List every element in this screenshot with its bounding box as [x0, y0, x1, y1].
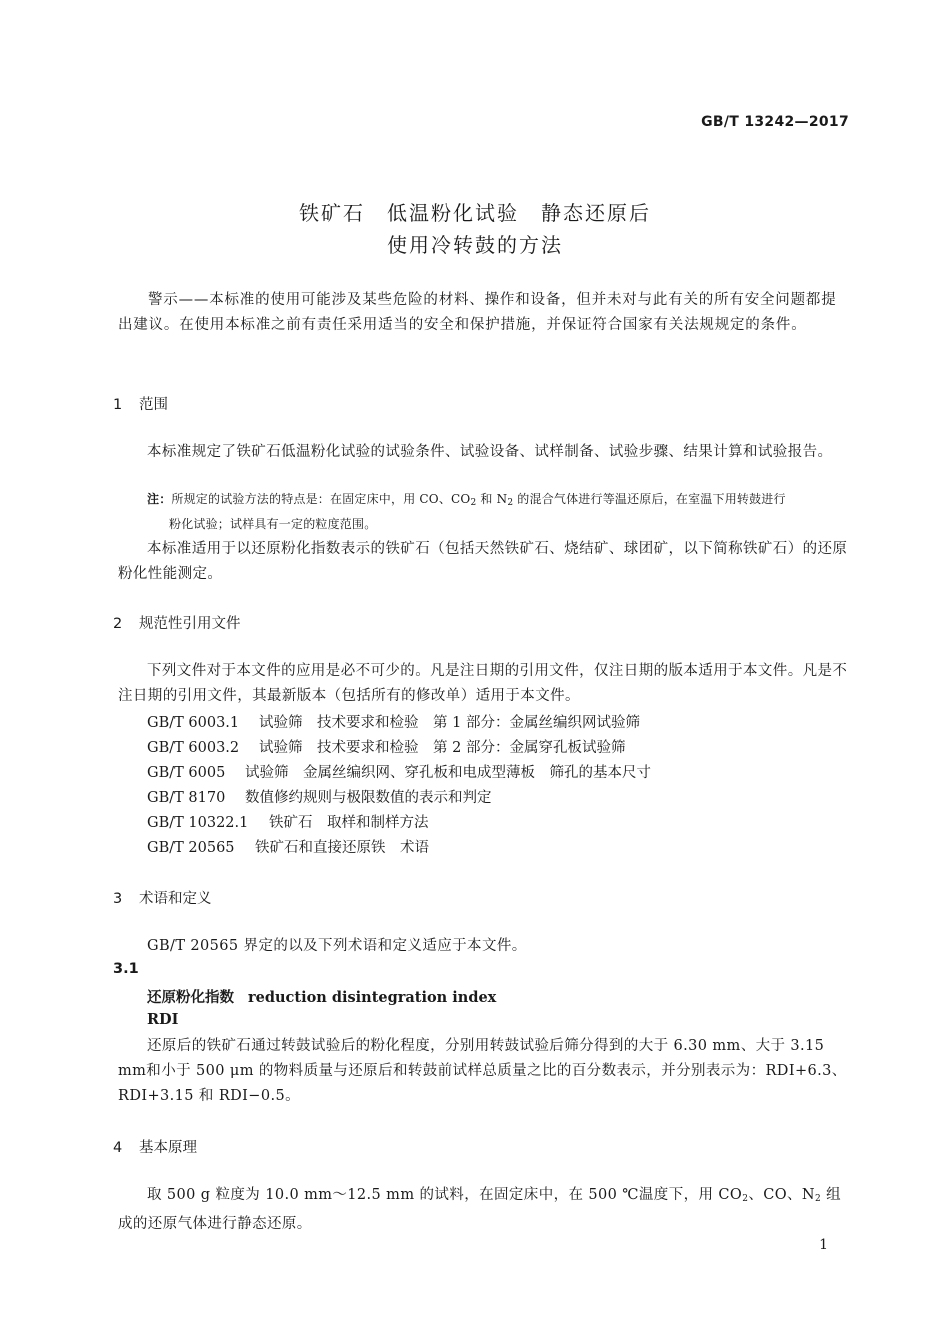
reference-item — [147, 736, 625, 757]
section-number: 2 — [113, 616, 123, 632]
definition-text: 还原后的铁矿石通过转鼓试验后的粉化程度，分别用转鼓试验后筛分得到的大于 6.30 mm、大于 3.15 mm和小于 500 μm 的物料质量与还原后和转鼓前试样总质量之比的百分数表示，并分别表示为：RDI+6.3、RDI+3.15 和 RDI−0.5。 — [118, 1038, 847, 1104]
reference-item — [147, 836, 429, 857]
reference-code: GB/T 10322.1 — [147, 815, 249, 831]
section-title: 范围 — [139, 397, 168, 413]
section-2-para-1 — [118, 659, 850, 709]
section-3-heading — [113, 887, 212, 908]
para-text-c: 组成的还原气体进行静态还原。 — [118, 1187, 842, 1232]
reference-title: 试验筛 技术要求和检验 第 1 部分：金属丝编织网试验筛 — [259, 715, 640, 731]
reference-item — [147, 711, 640, 732]
standard-number: GB/T 13242—2017 — [701, 114, 849, 130]
page-number: 1 — [819, 1237, 828, 1253]
reference-code: GB/T 6003.1 — [147, 715, 240, 731]
reference-title: 数值修约规则与极限数值的表示和判定 — [245, 790, 492, 806]
section-1-para-1 — [118, 440, 850, 465]
section-number: 4 — [113, 1140, 123, 1156]
note-text-c: 的混合气体进行等温还原后，在室温下用转鼓进行 — [513, 492, 786, 506]
section-4-heading — [113, 1136, 197, 1157]
section-title: 规范性引用文件 — [139, 616, 241, 632]
section-number: 3 — [113, 891, 123, 907]
para-text: GB/T 20565 界定的以及下列术语和定义适应于本文件。 — [147, 938, 527, 954]
term-heading — [147, 986, 496, 1007]
reference-title: 试验筛 金属丝编织网、穿孔板和电成型薄板 筛孔的基本尺寸 — [245, 765, 651, 781]
para-text: 下列文件对于本文件的应用是必不可少的。凡是注日期的引用文件，仅注日期的版本适用于本文件。凡是不注日期的引用文件，其最新版本（包括所有的修改单）适用于本文件。 — [118, 663, 848, 704]
section-1-heading — [113, 393, 168, 414]
warning-text: 警示——本标准的使用可能涉及某些危险的材料、操作和设备，但并未对与此有关的所有安全问题都提出建议。在使用本标准之前有责任采用适当的安全和保护措施，并保证符合国家有关法规规定的条件。 — [118, 292, 837, 333]
reference-item — [147, 761, 651, 782]
section-2-heading — [113, 612, 241, 633]
para-text-b: 、CO、N — [748, 1187, 816, 1203]
reference-title: 铁矿石和直接还原铁 术语 — [255, 840, 429, 856]
reference-item — [147, 811, 429, 832]
section-3-para-1 — [118, 934, 850, 959]
para-text: 本标准适用于以还原粉化指数表示的铁矿石（包括天然铁矿石、烧结矿、球团矿，以下简称铁矿石）的还原粉化性能测定。 — [118, 541, 848, 582]
title-line-1: 铁矿石 低温粉化试验 静态还原后 — [299, 201, 651, 225]
section-number: 1 — [113, 397, 123, 413]
reference-code: GB/T 8170 — [147, 790, 226, 806]
note-text-d: 粉化试验；试样具有一定的粒度范围。 — [169, 517, 377, 531]
section-title: 术语和定义 — [139, 891, 212, 907]
section-1-note — [147, 489, 859, 535]
para-text-a: 取 500 g 粒度为 10.0 mm～12.5 mm 的试料，在固定床中，在 500 ℃温度下，用 CO — [147, 1187, 743, 1203]
subscript: 2 — [507, 498, 514, 508]
section-4-para-1 — [118, 1183, 850, 1237]
subscript: 2 — [815, 1194, 822, 1204]
warning-paragraph — [118, 288, 850, 338]
note-text-b: 和 N — [476, 492, 508, 506]
reference-title: 试验筛 技术要求和检验 第 2 部分：金属穿孔板试验筛 — [259, 740, 626, 756]
subscript: 2 — [742, 1194, 749, 1204]
reference-item — [147, 786, 492, 807]
note-text-a: 所规定的试验方法的特点是：在固定床中，用 CO、CO — [171, 492, 471, 506]
section-title: 基本原理 — [139, 1140, 197, 1156]
note-label: 注： — [147, 492, 172, 506]
subscript: 2 — [470, 498, 477, 508]
term-english: reduction disintegration index — [248, 989, 497, 1006]
reference-code: GB/T 20565 — [147, 840, 235, 856]
reference-code: GB/T 6003.2 — [147, 740, 240, 756]
reference-code: GB/T 6005 — [147, 765, 226, 781]
term-chinese: 还原粉化指数 — [147, 990, 234, 1006]
term-abbreviation: RDI — [147, 1011, 179, 1028]
term-definition — [118, 1034, 850, 1109]
term-number: 3.1 — [113, 961, 139, 977]
reference-title: 铁矿石 取样和制样方法 — [269, 815, 429, 831]
title-line-2: 使用冷转鼓的方法 — [387, 233, 563, 257]
section-1-para-2 — [118, 537, 850, 587]
para-text: 本标准规定了铁矿石低温粉化试验的试验条件、试验设备、试样制备、试验步骤、结果计算和试验报告。 — [147, 444, 833, 460]
